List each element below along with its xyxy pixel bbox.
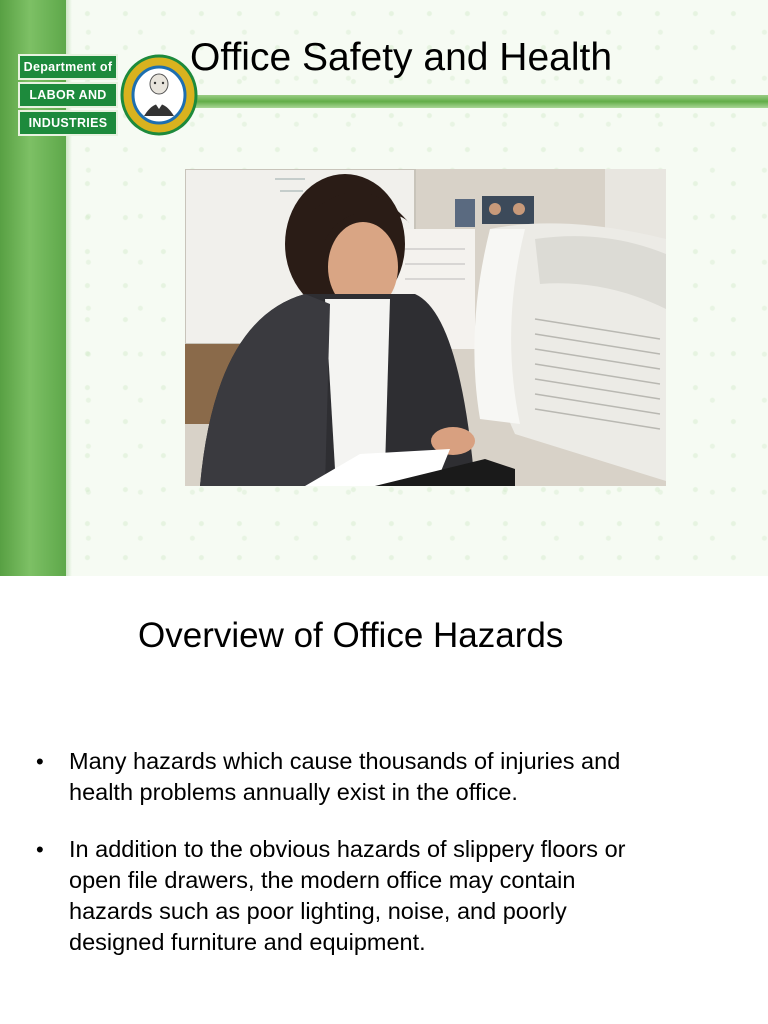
- woman-at-computer-photo: [185, 169, 666, 486]
- title-underline-bar: [190, 95, 768, 108]
- slide-2-title: Overview of Office Hazards: [138, 616, 564, 655]
- bullet-item: [36, 834, 736, 958]
- bullet-text-line: designed furniture and equipment.: [69, 929, 426, 955]
- logo-line-department: Department of: [18, 54, 118, 80]
- bullet-text-line: Many hazards which cause thousands of injuries and: [69, 748, 621, 774]
- logo-line-industries: INDUSTRIES: [18, 110, 118, 136]
- slide-1-title: Office Safety and Health: [190, 36, 613, 79]
- bullet-marker: •: [36, 837, 44, 862]
- logo-line-labor: LABOR AND: [18, 82, 118, 108]
- bullet-text-line: open file drawers, the modern office may contain: [69, 867, 576, 893]
- bullet-marker: •: [36, 749, 44, 774]
- washington-state-seal-icon: [120, 54, 198, 136]
- bullet-text-line: hazards such as poor lighting, noise, and poorly: [69, 898, 567, 924]
- bullet-text-line: health problems annually exist in the office.: [69, 779, 518, 805]
- lni-logo: [18, 54, 194, 138]
- bullet-text-line: In addition to the obvious hazards of slippery floors or: [69, 836, 626, 862]
- bullet-list: [36, 746, 736, 984]
- bullet-item: [36, 746, 736, 808]
- slide-2: [0, 576, 768, 1024]
